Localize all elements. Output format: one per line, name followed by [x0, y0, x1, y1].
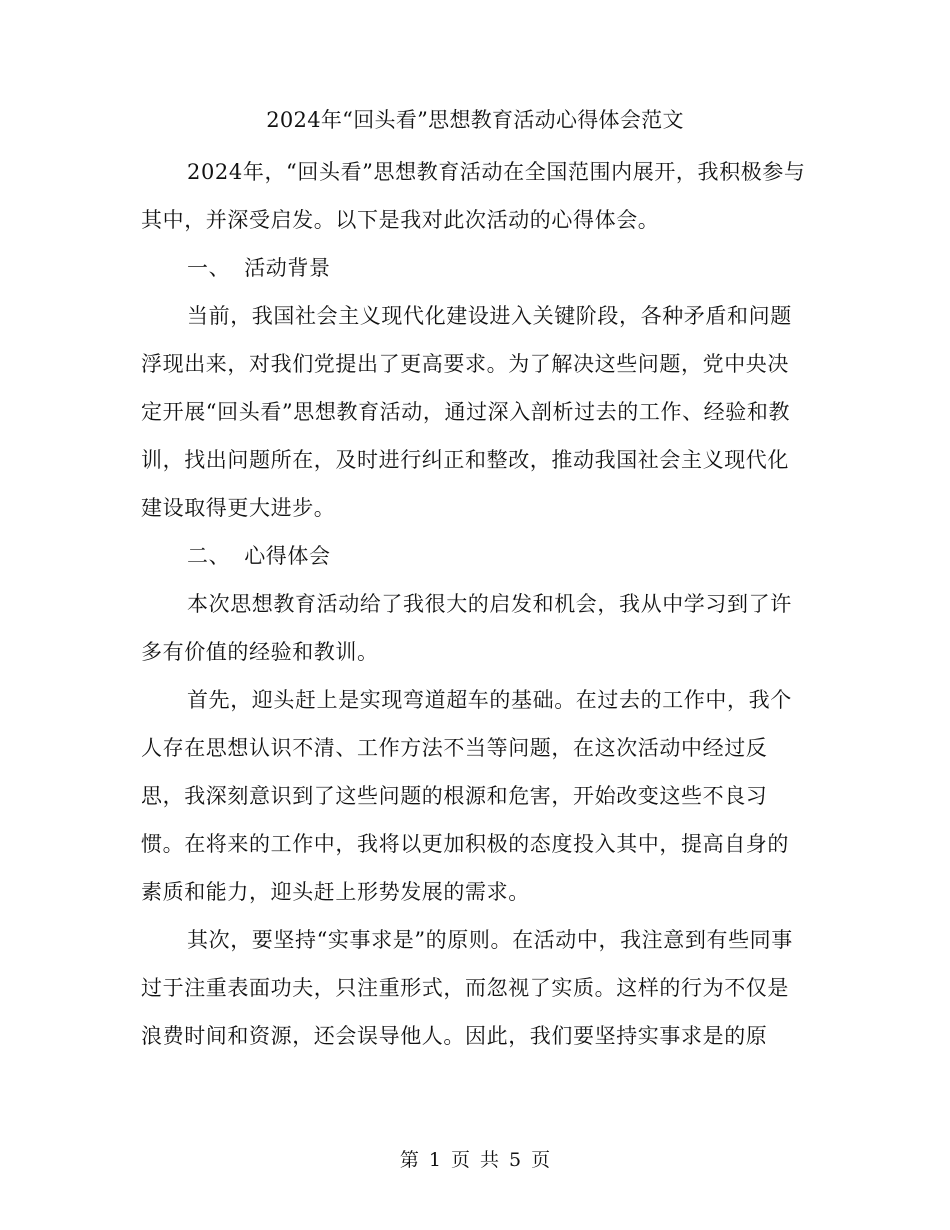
experience-paragraph-2: 首先，迎头赶上是实现弯道超车的基础。在过去的工作中，我个人存在思想认识不清、工作方法不当等问题，在这次活动中经过反思，我深刻意识到了这些问题的根源和危害，开始改变这些不良习惯。在将来的工作中，我将以更加积极的态度投入其中，提高自身的素质和能力，迎头赶上形势发展的需求。	[141, 688, 792, 904]
background-paragraph: 当前，我国社会主义现代化建设进入关键阶段，各种矛盾和问题浮现出来，对我们党提出了更高要求。为了解决这些问题，党中央决定开展“回头看”思想教育活动，通过深入剖析过去的工作、经验和教训，找出问题所在，及时进行纠正和整改，推动我国社会主义现代化建设取得更大进步。	[141, 304, 792, 520]
section-number: 一、	[187, 256, 231, 280]
experience-paragraph-3: 其次，要坚持“实事求是”的原则。在活动中，我注意到有些同事过于注重表面功夫，只注重形式，而忽视了实质。这样的行为不仅是浪费时间和资源，还会误导他人。因此，我们要坚持实事求是的原	[141, 928, 793, 1048]
section-heading-text: 活动背景	[244, 256, 331, 280]
page-number-footer: 第 1 页 共 5 页	[399, 1149, 551, 1171]
document-body	[141, 148, 807, 1060]
section-heading-background	[141, 244, 807, 292]
section-heading-experience	[141, 532, 807, 580]
intro-paragraph: 2024年，“回头看”思想教育活动在全国范围内展开，我积极参与其中，并深受启发。以下是我对此次活动的心得体会。	[141, 160, 806, 232]
section-number: 二、	[187, 544, 231, 568]
section-heading-text: 心得体会	[244, 544, 331, 568]
document-title: 2024年“回头看”思想教育活动心得体会范文	[266, 108, 684, 132]
experience-paragraph-1: 本次思想教育活动给了我很大的启发和机会，我从中学习到了许多有价值的经验和教训。	[141, 592, 792, 664]
